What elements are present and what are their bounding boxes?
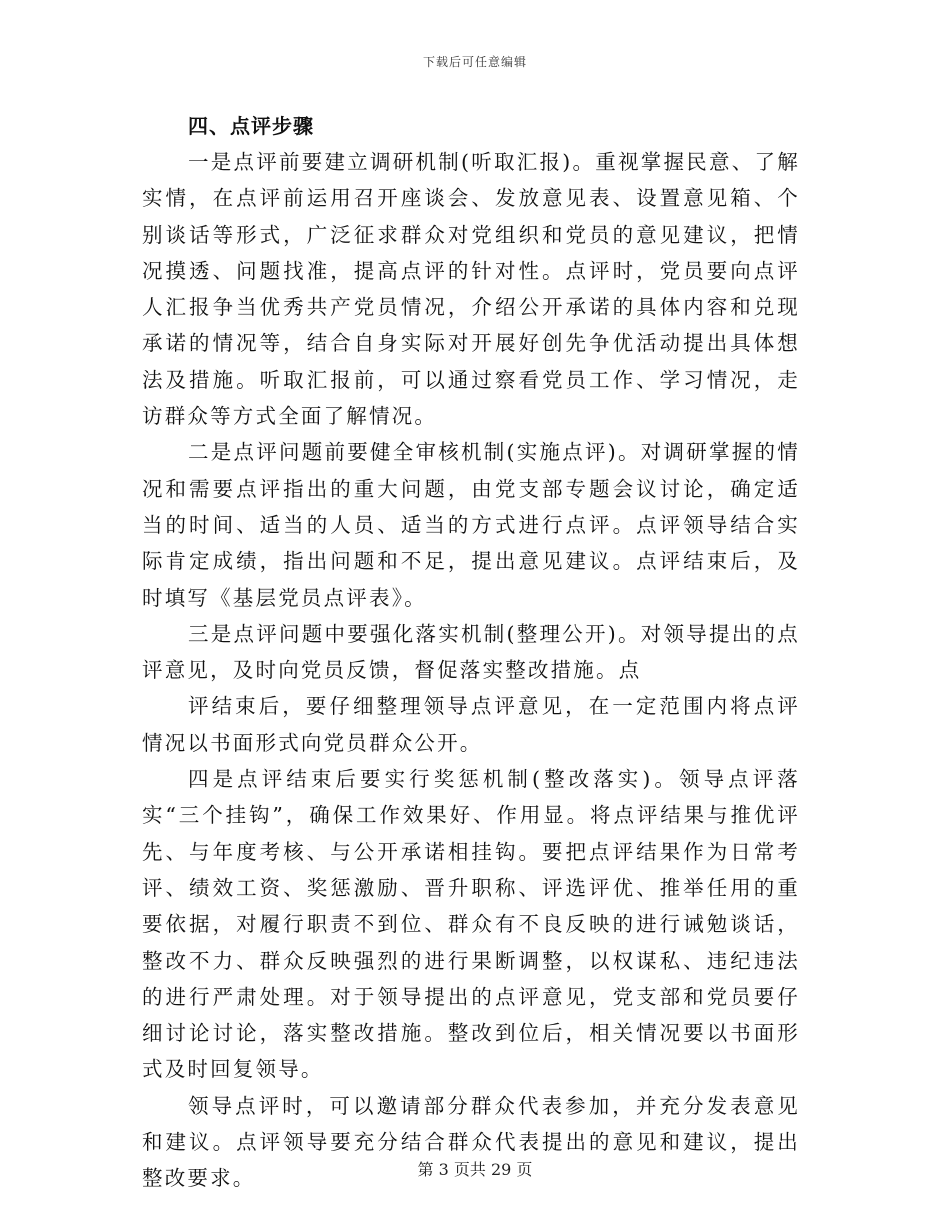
paragraph-4: 评结束后，要仔细整理领导点评意见，在一定范围内将点评情况以书面形式向党员群众公开。 <box>142 694 800 755</box>
paragraph-3: 三是点评问题中要强化落实机制(整理公开)。对领导提出的点评意见，及时向党员反馈，督促落实整改措施。点 <box>142 621 800 683</box>
page-header: 下载后可任意编辑 <box>422 55 527 69</box>
section-title: 四、点评步骤 <box>188 114 314 138</box>
paragraph-6: 领导点评时，可以邀请部分群众代表参加，并充分发表意见和建议。点评领导要充分结合群众代表提出的意见和建议，提出整改要求。 <box>142 1093 800 1191</box>
page-number: 第 3 页共 29 页 <box>417 1160 533 1179</box>
document-body <box>142 108 800 1197</box>
paragraph-5: 四是点评结束后要实行奖惩机制(整改落实)。领导点评落实“三个挂钩”，确保工作效果好、作用显。将点评结果与推优评先、与年度考核、与公开承诺相挂钩。要把点评结果作为日常考评、绩效工资、奖惩激励、晋升职称、评选评优、推举任用的重要依据，对履行职责不到位、群众有不良反映的进行诫勉谈话，整改不力、群众反映强烈的进行果断调整，以权谋私、违纪违法的进行严肃处理。对于领导提出的点评意见，党支部和党员要仔细讨论讨论，落实整改措施。整改到位后，相关情况要以书面形式及时回复领导。 <box>142 767 800 1082</box>
paragraph-2: 二是点评问题前要健全审核机制(实施点评)。对调研掌握的情况和需要点评指出的重大问题，由党支部专题会议讨论，确定适当的时间、适当的人员、适当的方式进行点评。点评领导结合实际肯定成绩，指出问题和不足，提出意见建议。点评结束后，及时填写《基层党员点评表》。 <box>142 440 800 610</box>
paragraph-1: 一是点评前要建立调研机制(听取汇报)。重视掌握民意、了解实情，在点评前运用召开座谈会、发放意见表、设置意见箱、个别谈话等形式，广泛征求群众对党组织和党员的意见建议，把情况摸透、问题找准，提高点评的针对性。点评时，党员要向点评人汇报争当优秀共产党员情况，介绍公开承诺的具体内容和兑现承诺的情况等，结合自身实际对开展好创先争优活动提出具体想法及措施。听取汇报前，可以通过察看党员工作、学习情况，走访群众等方式全面了解情况。 <box>142 150 800 429</box>
